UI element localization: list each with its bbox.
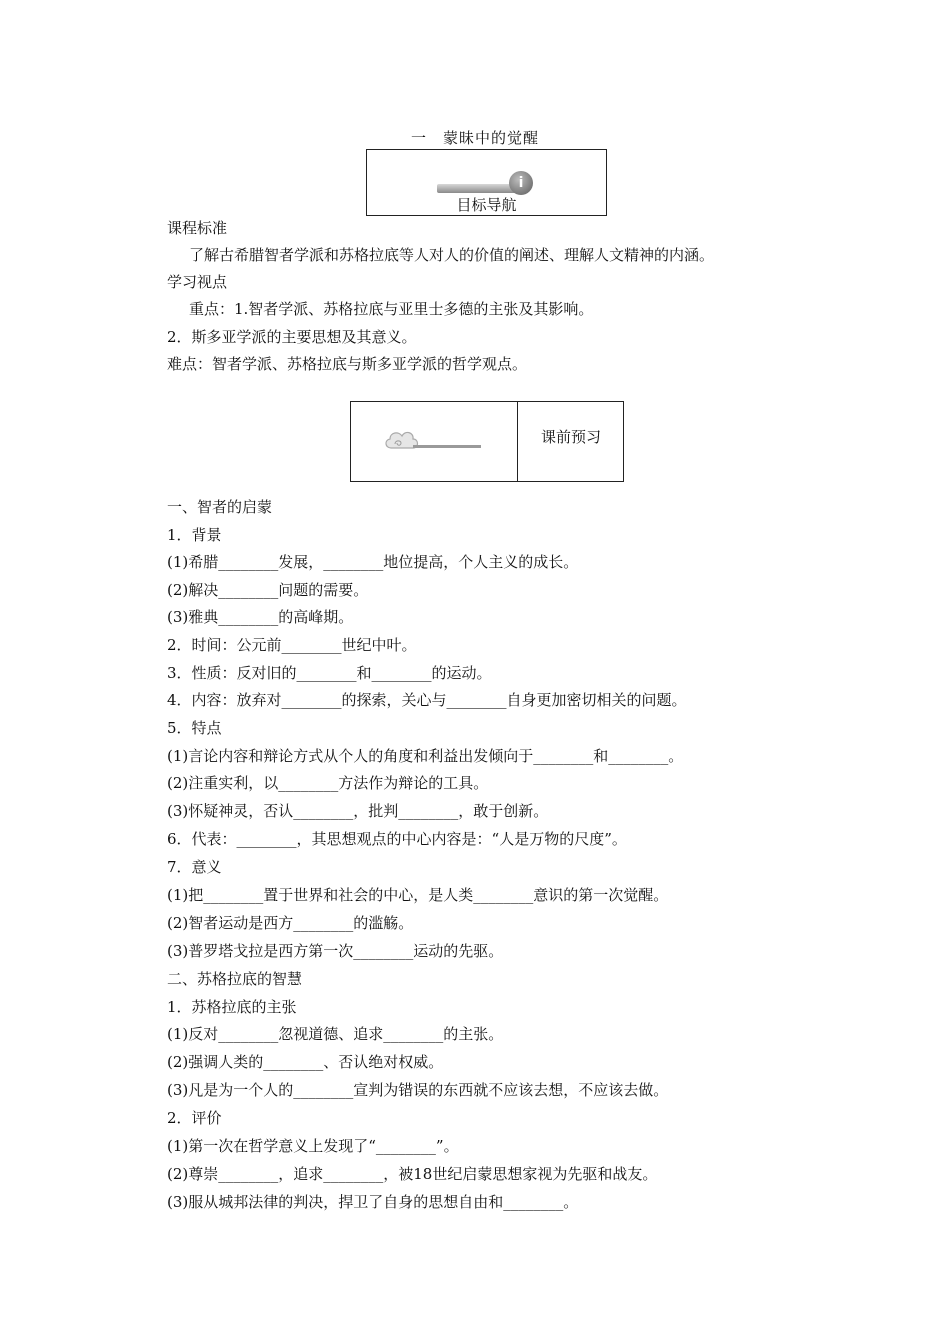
- text-line: 1．苏格拉底的主张: [167, 998, 297, 1016]
- text-line: 3．性质：反对旧的________和________的运动。: [167, 664, 492, 682]
- text-line: (2)注重实利，以________方法作为辩论的工具。: [167, 774, 489, 792]
- text-line: (3)凡是为一个人的________宣判为错误的东西就不应该去想，不应该去做。: [167, 1081, 669, 1099]
- preview-banner: [350, 401, 624, 482]
- text-line: (1)把________置于世界和社会的中心，是人类________意识的第一次觉醒。: [167, 886, 669, 904]
- text-line: 二、苏格拉底的智慧: [167, 970, 303, 988]
- text-line: 2．斯多亚学派的主要思想及其意义。: [167, 328, 417, 346]
- text-line: 2．时间：公元前________世纪中叶。: [167, 636, 417, 654]
- text-line: (1)第一次在哲学意义上发现了“________”。: [167, 1137, 459, 1155]
- text-line: 6．代表：________，其思想观点的中心内容是：“人是万物的尺度”。: [167, 830, 627, 848]
- text-line: (2)解决________问题的需要。: [167, 581, 369, 599]
- text-line: (3)怀疑神灵，否认________，批判________，敢于创新。: [167, 802, 549, 820]
- cloud-icon: [381, 422, 491, 462]
- text-line: 1．背景: [167, 526, 222, 544]
- text-line: 5．特点: [167, 719, 222, 737]
- info-icon: i: [509, 171, 533, 195]
- text-line: (2)强调人类的________、否认绝对权威。: [167, 1053, 444, 1071]
- text-line: 课程标准: [167, 219, 228, 237]
- text-line: (2)尊崇________，追求________，被18世纪启蒙思想家视为先驱和战友。: [167, 1165, 658, 1183]
- text-line: (3)雅典________的高峰期。: [167, 608, 354, 626]
- text-line: 一、智者的启蒙: [167, 498, 273, 516]
- text-line: 学习视点: [167, 273, 228, 291]
- text-line: (1)反对________忽视道德、追求________的主张。: [167, 1025, 504, 1043]
- text-line: 2．评价: [167, 1109, 222, 1127]
- page-title: 一 蒙昧中的觉醒: [410, 129, 539, 147]
- text-line: (3)服从城邦法律的判决，捍卫了自身的思想自由和________。: [167, 1193, 579, 1211]
- goal-navigation-label: 目标导航: [456, 196, 517, 214]
- text-line: 重点：1.智者学派、苏格拉底与亚里士多德的主张及其影响。: [189, 300, 594, 318]
- preview-label: 课前预习: [540, 428, 601, 446]
- text-line: (2)智者运动是西方________的滥觞。: [167, 914, 414, 932]
- text-line: 4．内容：放弃对________的探索，关心与________自身更加密切相关的问题。: [167, 691, 687, 709]
- goal-navigation-banner: [366, 149, 607, 216]
- banner-bar-graphic: [437, 184, 517, 193]
- text-line: (1)希腊________发展，________地位提高，个人主义的成长。: [167, 553, 579, 571]
- text-line: (1)言论内容和辩论方式从个人的角度和利益出发倾向于________和________。: [167, 747, 684, 765]
- text-line: 7．意义: [167, 858, 222, 876]
- text-line: (3)普罗塔戈拉是西方第一次________运动的先驱。: [167, 942, 504, 960]
- text-line: 了解古希腊智者学派和苏格拉底等人对人的价值的阐述、理解人文精神的内涵。: [189, 246, 715, 264]
- text-line: 难点：智者学派、苏格拉底与斯多亚学派的哲学观点。: [167, 355, 528, 373]
